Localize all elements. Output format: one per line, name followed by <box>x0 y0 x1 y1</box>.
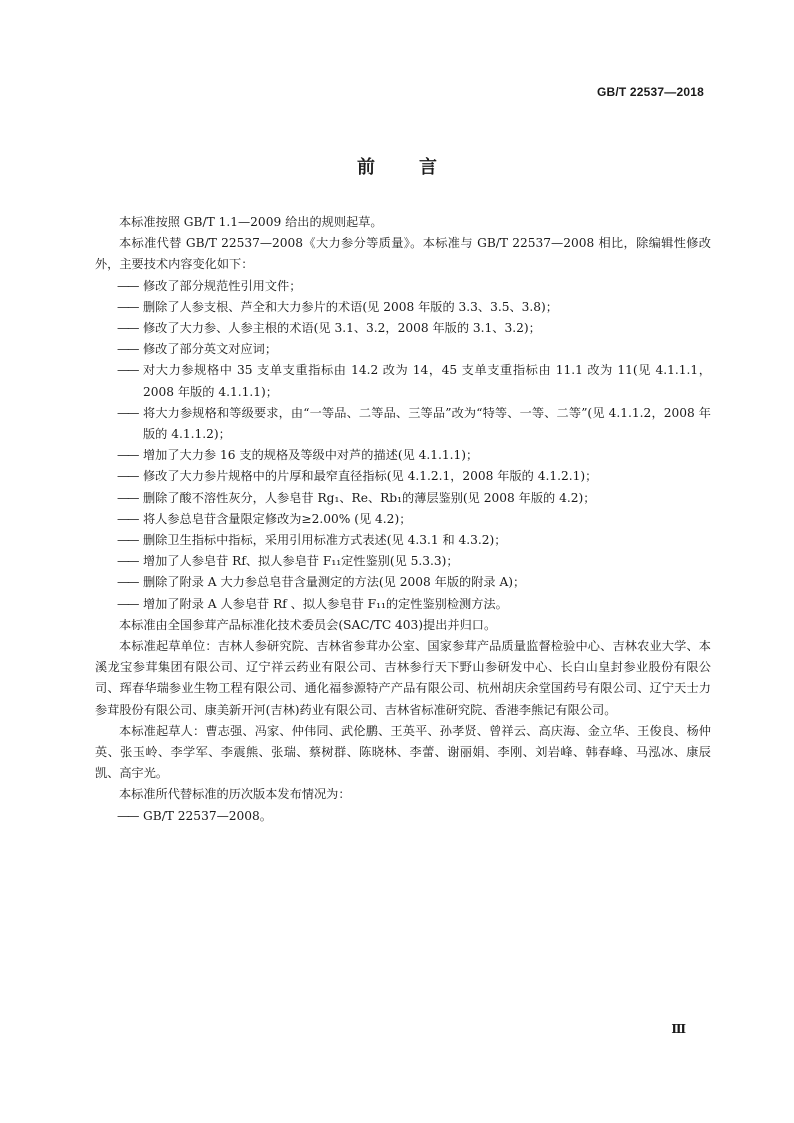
paragraph: 本标准代替 GB/T 22537—2008《大力参分等质量》。本标准与 GB/T 22537—2008 相比，除编辑性修改外，主要技术内容变化如下： <box>95 236 711 272</box>
list-item: —— 增加了附录 A 人参皂苷 Rf 、拟人参皂苷 F₁₁的定性鉴别检测方法。 <box>95 594 711 615</box>
list-item: —— 将人参总皂苷含量限定修改为≥2.00% (见 4.2)； <box>95 509 711 530</box>
change-list <box>95 276 711 615</box>
list-item: —— 增加了人参皂苷 Rf、拟人参皂苷 F₁₁定性鉴别(见 5.3.3)； <box>95 551 711 572</box>
foreword-body <box>95 212 711 827</box>
list-item: —— 修改了大力参片规格中的片厚和最窄直径指标(见 4.1.2.1，2008 年版的 4.1.2.1)； <box>95 466 711 487</box>
paragraph: 本标准起草单位：吉林人参研究院、吉林省参茸办公室、国家参茸产品质量监督检验中心、吉林农业大学、本溪龙宝参茸集团有限公司、辽宁祥云药业有限公司、吉林参行天下野山参研发中心、长白山皇封参业股份有限公司、珲春华瑞参业生物工程有限公司、通化福参源特产产品有限公司、杭州胡庆余堂国药号有限公司、辽宁天士力参茸股份有限公司、康美新开河(吉林)药业有限公司、吉林省标准研究院、香港李熊记有限公司。 <box>95 639 711 717</box>
standard-code: GB/T 22537—2018 <box>596 85 704 99</box>
paragraph: 本标准起草人：曹志强、冯家、仲伟同、武伦鹏、王英平、孙孝贤、曾祥云、高庆海、金立华、王俊良、杨仲英、张玉岭、李学军、李震熊、张瑞、蔡树群、陈晓林、李蕾、谢丽娟、李刚、刘岩峰、韩春峰、马泓冰、康辰凯、高宇光。 <box>95 723 711 781</box>
list-item: —— 修改了部分英文对应词； <box>95 339 711 360</box>
list-item: —— 将大力参规格和等级要求，由“一等品、二等品、三等品”改为“特等、一等、二等”(见 4.1.1.2，2008 年版的 4.1.1.2)； <box>95 403 711 445</box>
paragraph: 本标准由全国参茸产品标准化技术委员会(SAC/TC 403)提出并归口。 <box>119 617 497 632</box>
list-item: —— 删除了人参支根、芦全和大力参片的术语(见 2008 年版的 3.3、3.5、3.8)； <box>95 297 711 318</box>
history-list <box>95 806 711 827</box>
list-item: —— 删除卫生指标中指标，采用引用标准方式表述(见 4.3.1 和 4.3.2)； <box>95 530 711 551</box>
page-number: Ⅲ <box>671 1022 686 1036</box>
list-item: —— 修改了大力参、人参主根的术语(见 3.1、3.2，2008 年版的 3.1、3.2)； <box>95 318 711 339</box>
list-item: —— 修改了部分规范性引用文件； <box>95 276 711 297</box>
list-item: —— 删除了附录 A 大力参总皂苷含量测定的方法(见 2008 年版的附录 A)； <box>95 572 711 593</box>
paragraph: 本标准按照 GB/T 1.1—2009 给出的规则起草。 <box>119 215 383 229</box>
list-item: —— GB/T 22537—2008。 <box>95 806 711 827</box>
page-title: 前言 <box>357 157 481 178</box>
list-item: —— 对大力参规格中 35 支单支重指标由 14.2 改为 14，45 支单支重指标由 11.1 改为 11(见 4.1.1.1，2008 年版的 4.1.1.1)； <box>95 360 711 402</box>
list-item: —— 删除了酸不溶性灰分，人参皂苷 Rg₁、Re、Rb₁的薄层鉴别(见 2008 年版的 4.2)； <box>95 488 711 509</box>
paragraph: 本标准所代替标准的历次版本发布情况为： <box>119 787 351 802</box>
list-item: —— 增加了大力参 16 支的规格及等级中对芦的描述(见 4.1.1.1)； <box>95 445 711 466</box>
